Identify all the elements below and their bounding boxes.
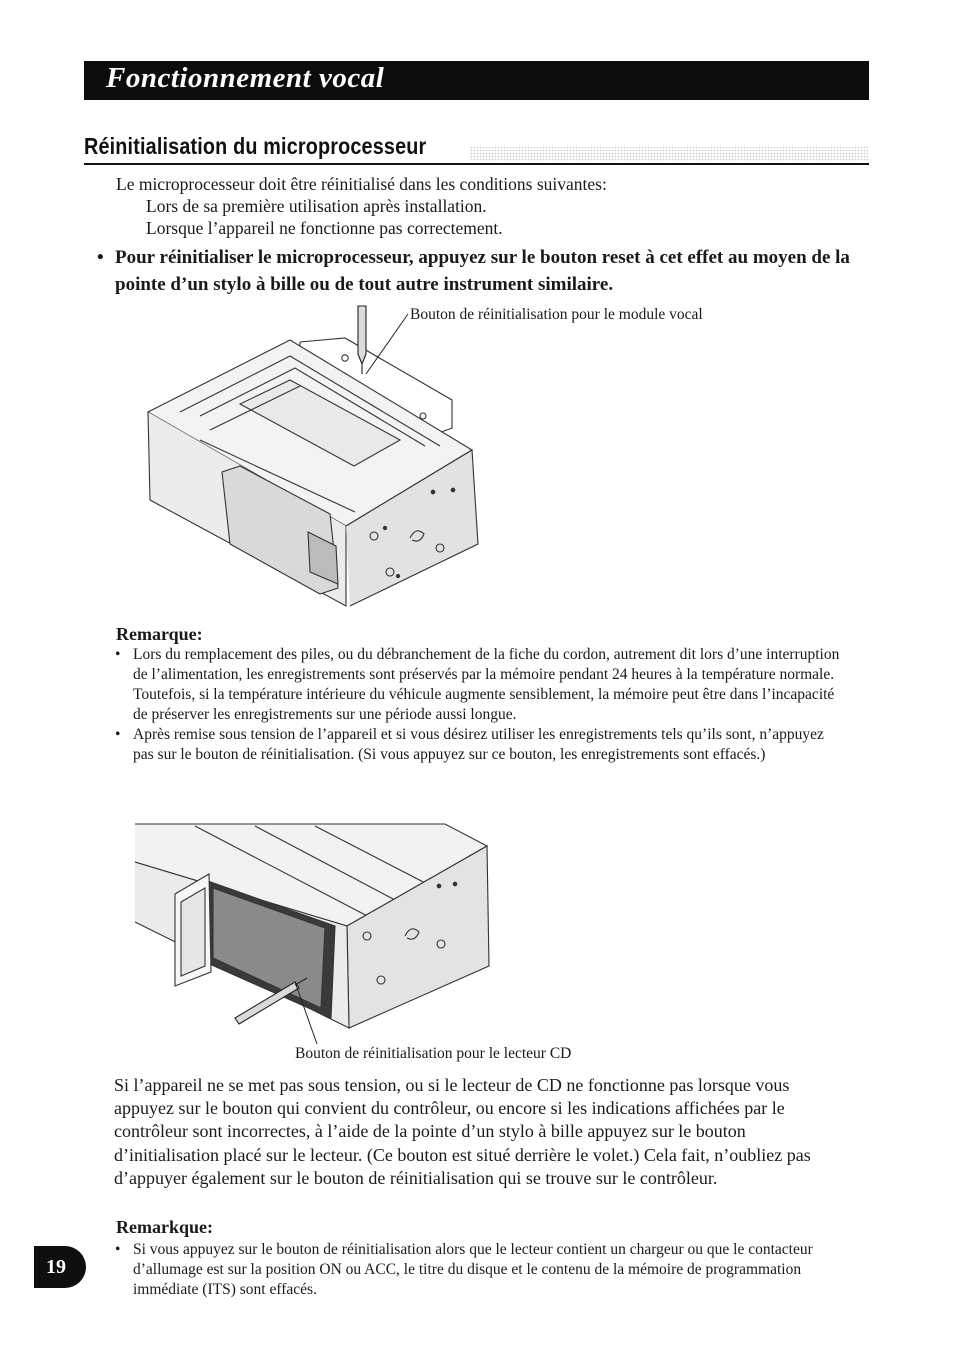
bullet: •: [97, 247, 104, 268]
section-title-dot-pattern: [470, 146, 868, 161]
remark-title: Remarque:: [116, 624, 203, 644]
remark-item: [113, 725, 843, 765]
voice-module-illustration: [140, 300, 490, 612]
remark-item-text: Lors du remplacement des piles, ou du débranchement de la fiche du cordon, autrement dit lors d’une interruption de l’alimentation, les enregistrements sont préservés par la mémoire pendant 24 heures à la température normale. Toutefois, si la température intérieure du véhicule augmente sensiblement, la mémoire peut être dans l’incapacité de préserver les enregistrements sur une période aussi longue.: [133, 646, 840, 723]
remark-list-2: [113, 1240, 843, 1300]
header-bar: [84, 61, 869, 100]
remark-list: [113, 645, 843, 765]
intro-line-2: Lors de sa première utilisation après installation.: [146, 196, 487, 216]
page-header-title: Fonctionnement vocal: [106, 62, 385, 94]
bullet: •: [115, 1241, 121, 1258]
remark-item-text: Si vous appuyez sur le bouton de réinitialisation alors que le lecteur contient un chargeur ou que le contacteur d’allumage est sur la position ON ou ACC, le titre du disque et le contenu de la mémoire de programmation immédiate (ITS) sont effacés.: [133, 1241, 813, 1298]
page-number-badge: 19: [34, 1246, 86, 1288]
remark-title-2: Remarkque:: [116, 1217, 213, 1237]
section-title-rule: [84, 163, 869, 165]
intro-line-3: Lorsque l’appareil ne fonctionne pas correctement.: [146, 218, 503, 238]
remark-item: [113, 645, 843, 725]
section-title: Réinitialisation du microprocesseur: [84, 133, 427, 159]
cd-reset-paragraph: Si l’appareil ne se met pas sous tension, ou si le lecteur de CD ne fonctionne pas lorsque vous appuyez sur le bouton qui convient du contrôleur, ou encore si les indications affichées par le contrôleur sont incorrectes, à l’aide de la pointe d’un stylo à bille appuyez sur le bouton d’initialisation placé sur le lecteur. (Ce bouton est situé derrière le volet.) Cela fait, n’oubliez pas d’appuyer également sur le bouton de réinitialisation qui se trouve sur le contrôleur.: [114, 1075, 811, 1188]
intro-line-1: Le microprocesseur doit être réinitialisé dans les conditions suivantes:: [116, 174, 607, 194]
remark-item-text: Après remise sous tension de l’appareil et si vous désirez utiliser les enregistrements tels qu’ils sont, n’appuyez pas sur le bouton de réinitialisation. (Si vous appuyez sur ce bouton, les enregistrements sont effacés.): [133, 726, 824, 763]
bullet: •: [115, 726, 121, 743]
reset-instruction-text: Pour réinitialiser le microprocesseur, appuyez sur le bouton reset à cet effet au moyen de la pointe d’un stylo à bille ou de tout autre instrument similaire.: [115, 247, 850, 295]
cd-player-illustration: [135, 822, 495, 1050]
figure1-caption: Bouton de réinitialisation pour le module vocal: [410, 306, 703, 323]
remark-item: [113, 1240, 843, 1300]
reset-instruction: [97, 244, 857, 298]
bullet: •: [115, 646, 121, 663]
figure2-caption: Bouton de réinitialisation pour le lecteur CD: [295, 1045, 572, 1062]
